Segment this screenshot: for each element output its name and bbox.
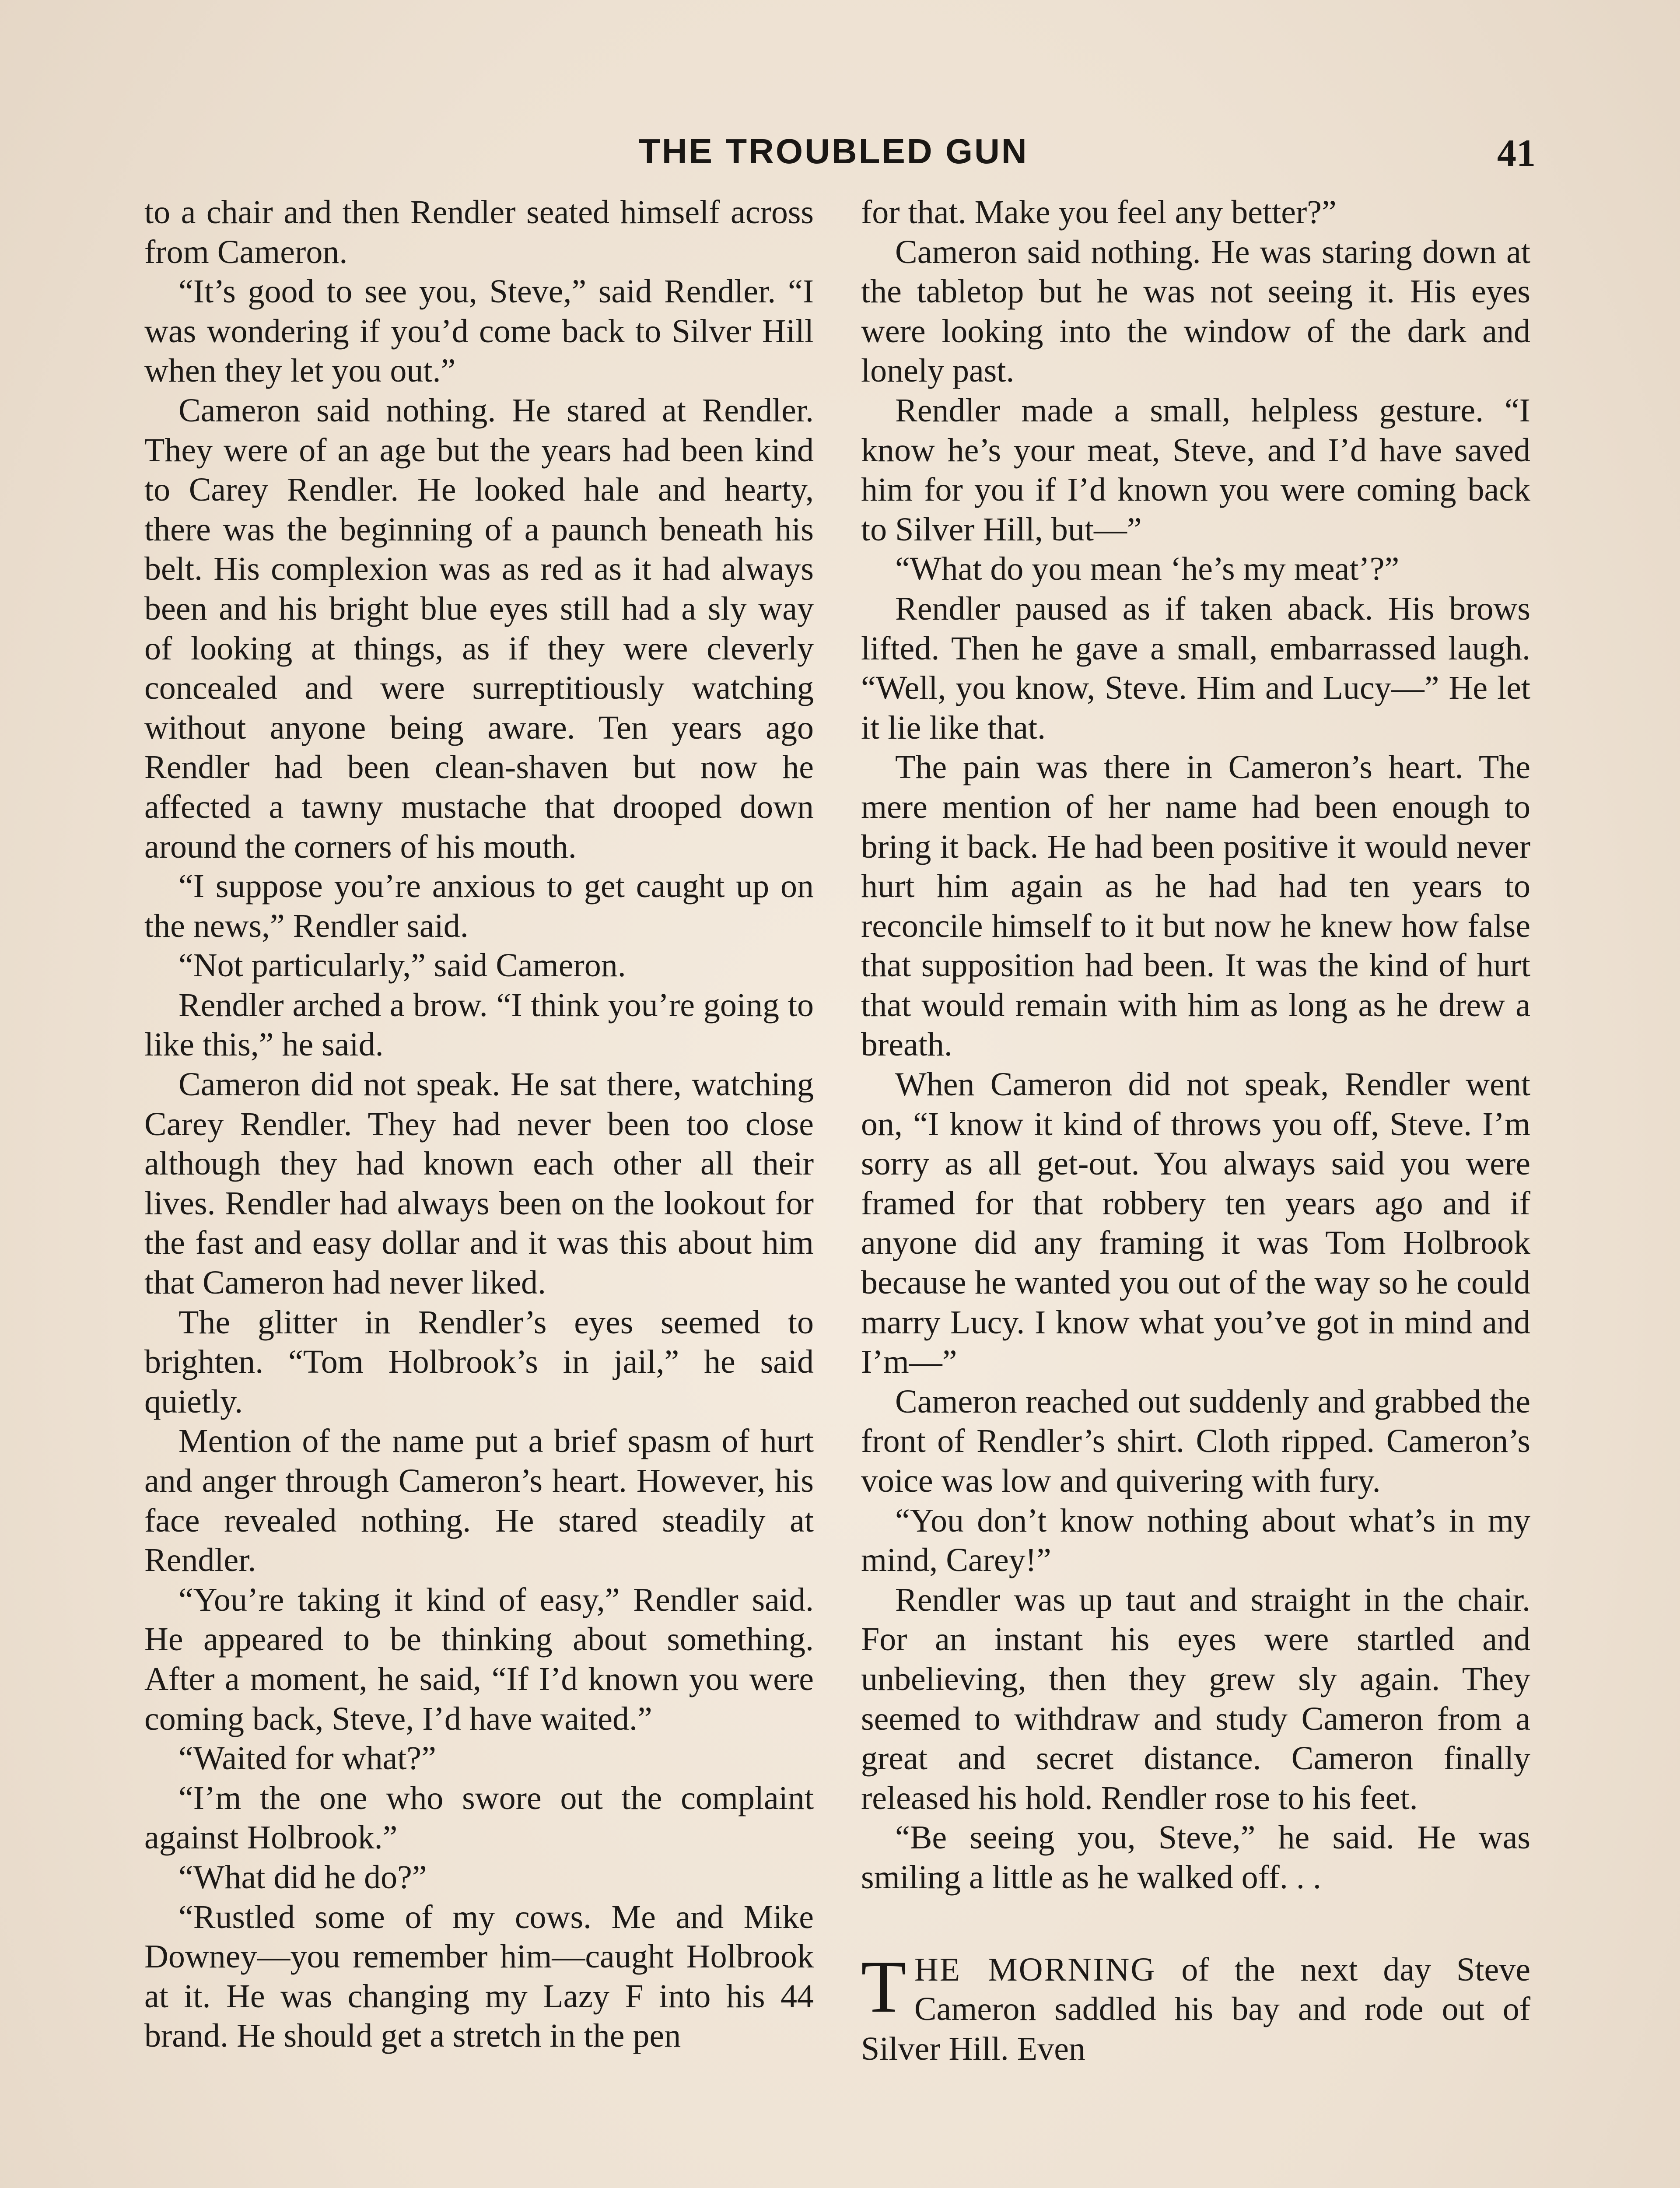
paragraph: The pain was there in Cameron’s heart. The mere mention of her name had been enough to bring it back. He had been positive it would never hurt him again as he had had ten years to reconcile himself to it but now he knew how false that supposition had been. It was the kind of hurt that would remain with him as long as he drew a breath. bbox=[861, 749, 1530, 1063]
paragraph: “Rustled some of my cows. Me and Mike Downey—you remember him—caught Holbrook at it. He was changing my Lazy F into his 44 brand. He should get a stretch in the pen bbox=[144, 1898, 814, 2055]
paragraph: to a chair and then Rendler seated himself across from Cameron. bbox=[144, 194, 814, 270]
paragraph: Cameron reached out suddenly and grabbed the front of Rendler’s shirt. Cloth ripped. Cameron’s voice was low and quivering with fury. bbox=[861, 1383, 1530, 1499]
section-opening-paragraph bbox=[861, 1945, 1530, 2069]
paragraph: “You don’t know nothing about what’s in my mind, Carey!” bbox=[861, 1502, 1530, 1579]
paragraph: The glitter in Rendler’s eyes seemed to brighten. “Tom Holbrook’s in jail,” he said quietly. bbox=[144, 1304, 814, 1420]
drop-cap: T bbox=[861, 1945, 906, 2028]
paragraph: “What do you mean ‘he’s my meat’?” bbox=[895, 551, 1400, 588]
paragraph: Rendler was up taut and straight in the chair. For an instant his eyes were startled and unbelieving, then they grew sly again. They seemed to withdraw and study Cameron from a great and secret distance. Cameron finally released his hold. Rendler rose to his feet. bbox=[861, 1581, 1530, 1816]
section-text: of the next day Steve Cameron saddled his bay and rode out of Silver Hill. Even bbox=[861, 1951, 1530, 2067]
paragraph: When Cameron did not speak, Rendler went on, “I know it kind of throws you off, Steve. I’m sorry as all get-out. You always said you were framed for that robbery ten years ago and if anyone did any framing it was Tom Holbrook because he wanted you out of the way so he could marry Lucy. I know what you’ve got in mind and I’m—” bbox=[861, 1066, 1530, 1381]
section-lead-in: HE MORNING bbox=[914, 1951, 1156, 1988]
right-text-column bbox=[861, 193, 1530, 2069]
paragraph: Cameron said nothing. He was staring down at the tabletop but he was not seeing it. His eyes were looking into the window of the dark and lonely past. bbox=[861, 233, 1530, 389]
paragraph: “What did he do?” bbox=[178, 1858, 427, 1896]
paragraph: Rendler arched a brow. “I think you’re going to like this,” he said. bbox=[144, 986, 814, 1063]
paragraph: Rendler made a small, helpless gesture. “I know he’s your meat, Steve, and I’d have saved him for you if I’d known you were coming back to Silver Hill, but—” bbox=[861, 392, 1530, 548]
paragraph: “I suppose you’re anxious to get caught up on the news,” Rendler said. bbox=[144, 868, 814, 944]
paragraph: “Waited for what?” bbox=[178, 1740, 436, 1777]
paragraph: Cameron did not speak. He sat there, watching Carey Rendler. They had never been too close although they had known each other all their lives. Rendler had always been on the lookout for the fast and easy dollar and it was this about him that Cameron had never liked. bbox=[144, 1066, 814, 1301]
paragraph: Rendler paused as if taken aback. His brows lifted. Then he gave a small, embarrassed laugh. “Well, you know, Steve. Him and Lucy—” He let it lie like that. bbox=[861, 590, 1530, 746]
paragraph: “You’re taking it kind of easy,” Rendler said. He appeared to be thinking about something. After a moment, he said, “If I’d known you were coming back, Steve, I’d have waited.” bbox=[144, 1581, 814, 1737]
page-number: 41 bbox=[1497, 132, 1536, 175]
paragraph: “Not particularly,” said Cameron. bbox=[178, 947, 626, 984]
left-text-column bbox=[144, 193, 814, 2056]
paragraph: “Be seeing you, Steve,” he said. He was smiling a little as he walked off. . . bbox=[861, 1819, 1530, 1896]
paragraph: Mention of the name put a brief spasm of hurt and anger through Cameron’s heart. However, his face revealed nothing. He stared steadily at Rendler. bbox=[144, 1423, 814, 1579]
paragraph: “I’m the one who swore out the complaint against Holbrook.” bbox=[144, 1779, 814, 1856]
section-break bbox=[861, 1897, 1530, 1950]
paragraph: for that. Make you feel any better?” bbox=[861, 194, 1337, 231]
paragraph: Cameron said nothing. He stared at Rendler. They were of an age but the years had been kind to Carey Rendler. He looked hale and hearty, there was the beginning of a paunch beneath his belt. His complexion was as red as it had always been and his bright blue eyes still had a sly way of looking at things, as if they were cleverly concealed and were surreptitiously watching without anyone being aware. Ten years ago Rendler had been clean-shaven but now he affected a tawny mustache that drooped down around the corners of his mouth. bbox=[144, 392, 814, 865]
running-header-title: THE TROUBLED GUN bbox=[639, 132, 1029, 171]
paragraph: “It’s good to see you, Steve,” said Rendler. “I was wondering if you’d come back to Silver Hill when they let you out.” bbox=[144, 273, 814, 389]
